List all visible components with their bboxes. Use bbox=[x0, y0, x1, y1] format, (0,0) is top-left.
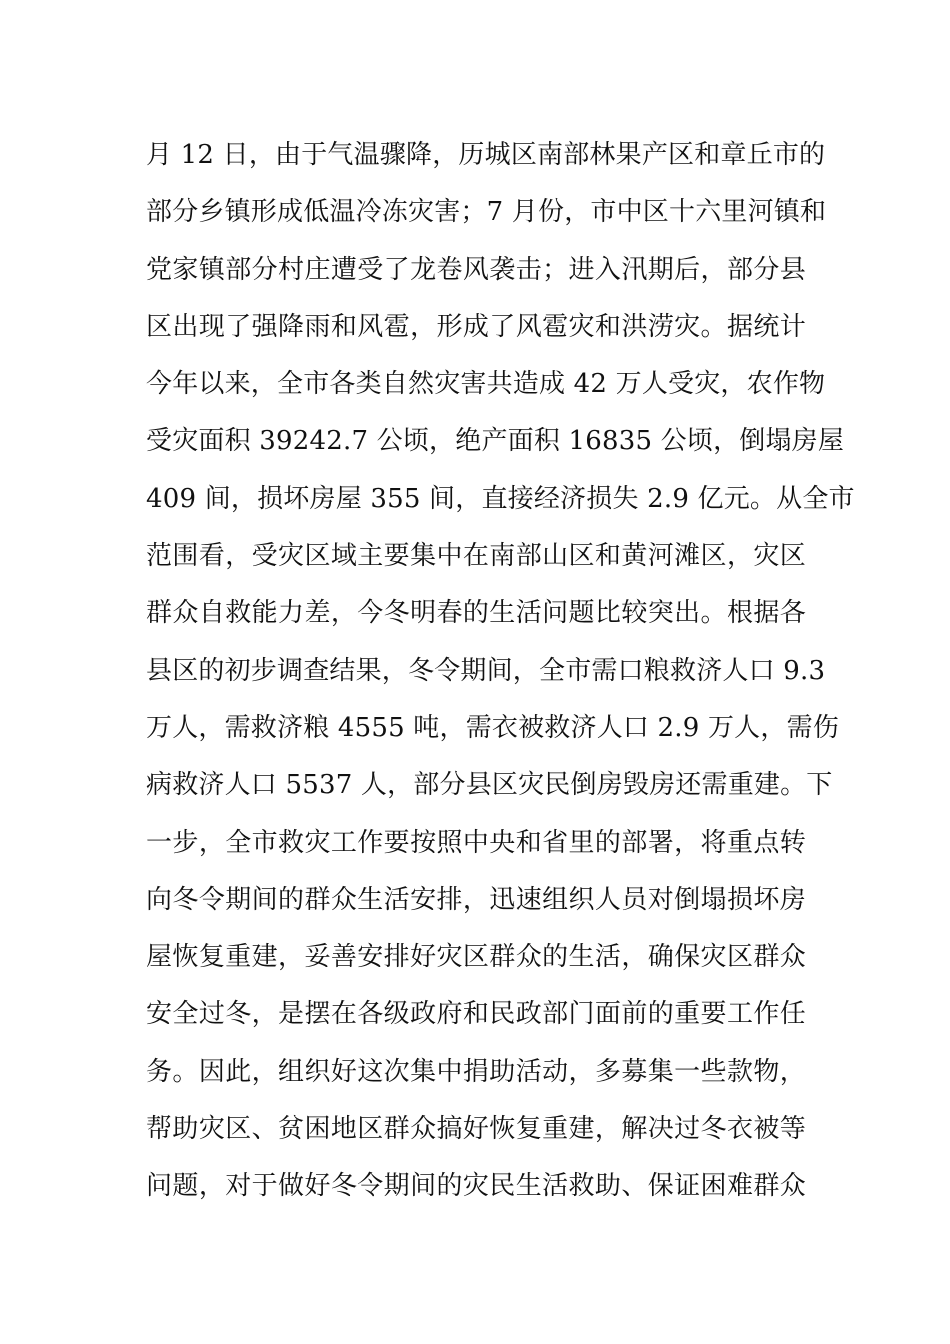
text-line: 今年以来，全市各类自然灾害共造成 42 万人受灾，农作物 bbox=[146, 369, 826, 400]
text-line: 部分乡镇形成低温冷冻灾害；7 月份，市中区十六里河镇和 bbox=[146, 197, 827, 228]
text-line: 范围看，受灾区域主要集中在南部山区和黄河滩区，灾区 bbox=[146, 541, 806, 572]
text-line: 万人，需救济粮 4555 吨，需衣被救济人口 2.9 万人，需伤 bbox=[146, 712, 839, 743]
text-line: 病救济人口 5537 人，部分县区灾民倒房毁房还需重建。下 bbox=[146, 770, 833, 801]
body-text bbox=[146, 127, 855, 1216]
text-line: 月 12 日，由于气温骤降，历城区南部林果产区和章丘市的 bbox=[146, 140, 826, 170]
text-line: 一步，全市救灾工作要按照中央和省里的部署，将重点转 bbox=[146, 827, 806, 858]
text-line: 务。因此，组织好这次集中捐助活动，多募集一些款物， bbox=[146, 1056, 806, 1087]
text-line: 受灾面积 39242.7 公顷，绝产面积 16835 公顷，倒塌房屋 bbox=[146, 426, 845, 457]
text-line: 县区的初步调查结果，冬令期间，全市需口粮救济人口 9.3 bbox=[146, 655, 826, 686]
text-line: 屋恢复重建，妥善安排好灾区群众的生活，确保灾区群众 bbox=[146, 942, 806, 973]
text-line: 群众自救能力差，今冬明春的生活问题比较突出。根据各 bbox=[146, 598, 806, 629]
text-line: 问题，对于做好冬令期间的灾民生活救助、保证困难群众 bbox=[146, 1171, 806, 1202]
text-line: 帮助灾区、贫困地区群众搞好恢复重建，解决过冬衣被等 bbox=[146, 1114, 806, 1145]
text-line: 向冬令期间的群众生活安排，迅速组织人员对倒塌损坏房 bbox=[146, 884, 806, 915]
text-line: 409 间，损坏房屋 355 间，直接经济损失 2.9 亿元。从全市 bbox=[146, 483, 855, 514]
text-line: 区出现了强降雨和风雹，形成了风雹灾和洪涝灾。据统计 bbox=[146, 311, 806, 342]
text-line: 党家镇部分村庄遭受了龙卷风袭击；进入汛期后，部分县 bbox=[146, 254, 806, 285]
text-line: 安全过冬，是摆在各级政府和民政部门面前的重要工作任 bbox=[146, 999, 806, 1030]
